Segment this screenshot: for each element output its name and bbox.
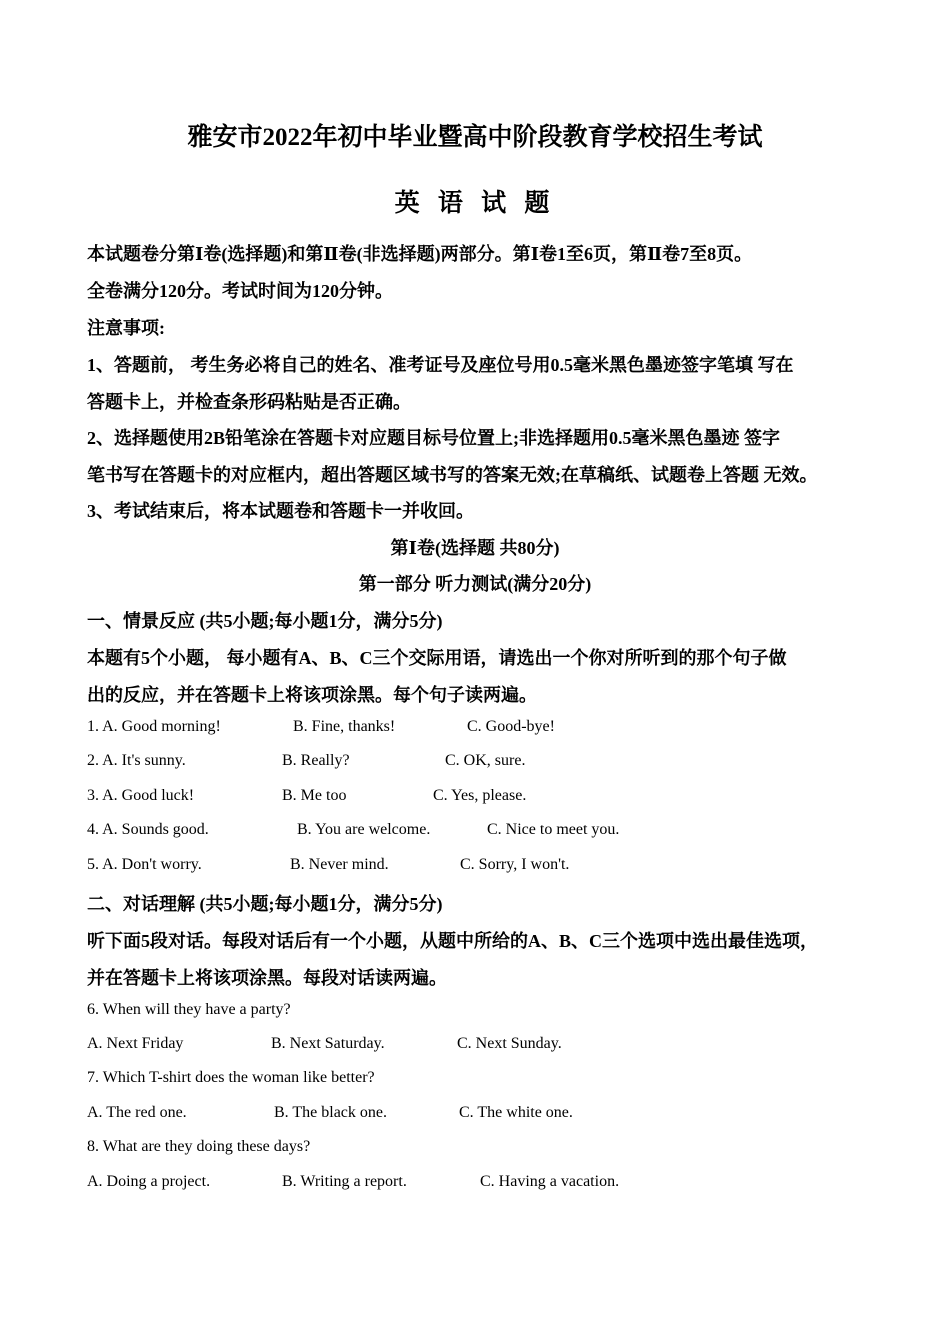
q6-option-b: B. Next Saturday. [271,1035,385,1052]
notice-item-2-line-1: 2、选择题使用2B铅笔涂在答题卡对应题目标号位置上;非选择题用0.5毫米黑色墨迹 签字 [87,428,780,448]
q3-option-c: C. Yes, please. [433,787,527,804]
q8-option-a: A. Doing a project. [87,1173,211,1190]
q6-stem: 6. When will they have a party? [87,1001,291,1018]
q8-stem: 8. What are they doing these days? [87,1138,311,1155]
q1-option-a: 1. A. Good morning! [87,718,221,735]
section-2-instruction-line-1: 听下面5段对话。每段对话后有一个小题，从题中所给的A、B、C三个选项中选出最佳选项， [87,931,818,951]
q3-option-a: 3. A. Good luck! [87,787,195,804]
q6-option-c: C. Next Sunday. [457,1035,562,1052]
exam-subtitle: 英 语 试 题 [394,190,556,217]
q5-option-b: B. Never mind. [290,856,389,873]
q7-stem: 7. Which T-shirt does the woman like better? [87,1069,375,1086]
notice-item-2-line-2: 笔书写在答题卡的对应框内，超出答题区域书写的答案无效;在草稿纸、试题卷上答题 无效。 [87,465,818,485]
q7-option-a: A. The red one. [87,1104,187,1121]
section-1-instruction-line-1: 本题有5个小题， 每小题有A、B、C三个交际用语，请选出一个你对所听到的那个句子做 [87,648,787,668]
q2-option-b: B. Really? [282,752,350,769]
section-1-instruction-line-2: 出的反应，并在答题卡上将该项涂黑。每个句子读两遍。 [87,685,537,705]
notice-item-3: 3、考试结束后，将本试题卷和答题卡一并收回。 [87,501,474,521]
part-1-heading: 第一部分 听力测试(满分20分) [358,574,592,594]
exam-title: 雅安市2022年初中毕业暨高中阶段教育学校招生考试 [187,124,763,151]
notice-item-1-line-1: 1、答题前， 考生务必将自己的姓名、准考证号及座位号用0.5毫米黑色墨迹签字笔填 写在 [87,355,794,375]
intro-line-2: 全卷满分120分。考试时间为120分钟。 [87,281,393,301]
q5-option-c: C. Sorry, I won't. [460,856,570,873]
q3-option-b: B. Me too [282,787,347,804]
q4-option-b: B. You are welcome. [297,821,431,838]
section-2-heading: 二、对话理解 (共5小题;每小题1分，满分5分) [87,894,443,914]
q7-option-c: C. The white one. [459,1104,573,1121]
q2-option-c: C. OK, sure. [445,752,526,769]
q4-option-a: 4. A. Sounds good. [87,821,209,838]
notice-heading: 注意事项: [87,318,165,338]
notice-item-1-line-2: 答题卡上，并检查条形码粘贴是否正确。 [87,392,411,412]
intro-line-1: 本试题卷分第Ⅰ卷(选择题)和第Ⅱ卷(非选择题)两部分。第Ⅰ卷1至6页，第Ⅱ卷7至8页。 [87,244,753,264]
q7-option-b: B. The black one. [274,1104,388,1121]
q2-option-a: 2. A. It's sunny. [87,752,186,769]
q8-option-b: B. Writing a report. [282,1173,407,1190]
q1-option-c: C. Good-bye! [467,718,555,735]
q8-option-c: C. Having a vacation. [480,1173,620,1190]
q6-option-a: A. Next Friday [87,1035,184,1052]
volume-1-heading: 第Ⅰ卷(选择题 共80分) [390,538,560,558]
section-1-heading: 一、情景反应 (共5小题;每小题1分，满分5分) [87,611,443,631]
q4-option-c: C. Nice to meet you. [487,821,620,838]
section-2-instruction-line-2: 并在答题卡上将该项涂黑。每段对话读两遍。 [87,968,447,988]
q5-option-a: 5. A. Don't worry. [87,856,202,873]
q1-option-b: B. Fine, thanks! [293,718,396,735]
